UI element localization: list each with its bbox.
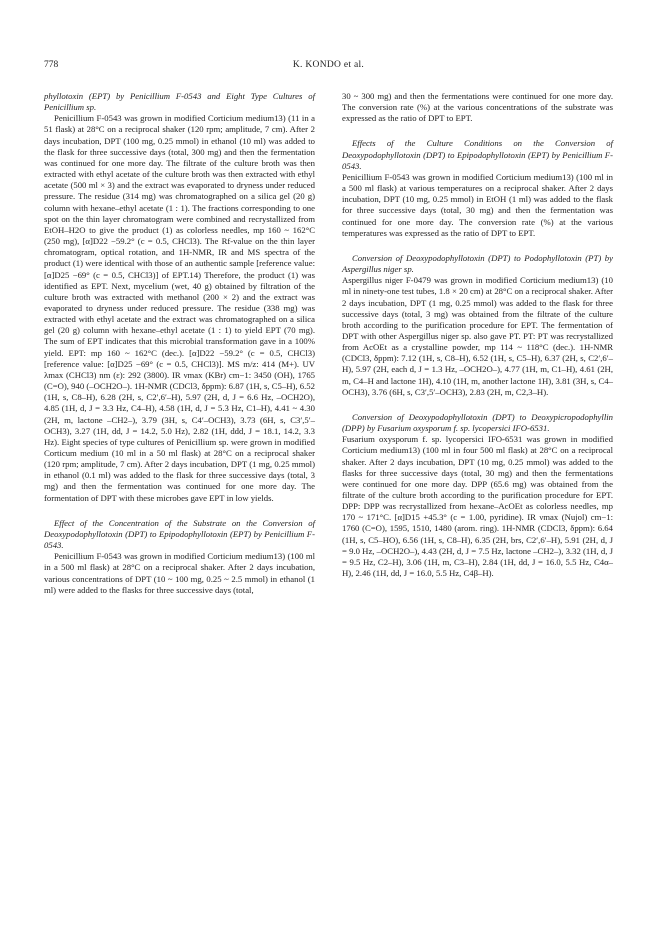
- body-paragraph: Aspergillus niger F-0479 was grown in modified Corticium medium13) (10 ml in ninety-one test tubes, 1.8 × 20 cm) at 28°C on a reciprocal shaker. After 2 days incubation, DPT (1 mg, 0.25 mmol) was added to the flask for three successive days (total, 3 mg) was obtained from the filtrate of the culture broth according to the purification procedure for EPT. The fermentation of DPT with other Aspergillus niger sp. also gave PT. PT: PT was recrystallized from AcOEt as a crystalline powder, mp 114 ~ 118°C (dec.). 1H-NMR (CDCl3, δppm): 7.12 (1H, s, C8–H), 6.52 (1H, s, C5–H), 6.37 (2H, s, C2′,6′–H), 5.97 (2H, each d, J = 1.3 Hz, –OCH2O–), 4.77 (1H, m, C1–H), 4.61 (2H, m, C4–H and lactone 1H), 4.10 (1H, m, another lactone 1H), 3.81 (3H, s, C4–OCH3), 3.76 (6H, s, C3′,5′–OCH3), 2.83 (2H, m, C2,3–H).: [342, 275, 613, 397]
- body-paragraph: Penicillium F-0543 was grown in modified Corticium medium13) (11 in a 51 flask) at 28°C on a reciprocal shaker (120 rpm; amplitude, 7 cm). After 2 days incubation, DPT (100 mg, 0.25 mmol) in ethanol (10 ml) was added to the flask for three successive days (total, 300 mg) and then the fermentation was continued for one more day. The filtrate of the culture broth was then extracted with ethyl acetate of the culture broth was then extracted with ethyl acetate (500 ml × 3) and the extract was evaporated to dryness under reduced pressure. The residue (314 mg) was chromatographed on a silica gel (20 g) column with hexane–ethyl acetate (1 : 1). The fractions corresponding to one spot on the thin layer chromatogram were combined and recrystallized from EtOH–H2O to give the product (1) as colorless needles, mp 160 ~ 162°C (250 mg), [α]D22 −59.2° (c = 0.5, CHCl3). The Rf-value on the thin layer chromatogram, optical rotation, and 1H-NMR, IR and MS spectra of the product (1) were identical with those of an authentic sample [reference value: [α]D25 −69° (c = 0.5, CHCl3)] of EPT.14) Therefore, the product (1) was identified as EPT. Next, mycelium (wet, 40 g) obtained by filtration of the culture broth was extracted with methanol (200 × 2) and the extract was evaporated to dryness under reduced pressure. The residue (338 mg) was extracted with ethyl acetate and the extract was chromatographed on a silica gel (20 g) column with hexane–ethyl acetate (1 : 1) to yield EPT (70 mg). The sum of EPT indicates that this microbial transformation gave in a 100% yield. EPT: mp 160 ~ 162°C (dec.). [α]D22 −59.2° (c = 0.5, CHCl3) [reference value: [α]D25 −69° (c = 0.5, CHCl3)]. MS m/z: 414 (M+). UV λmax (CHCl3) nm (ε): 292 (3800). IR νmax (KBr) cm−1: 3450 (OH), 1765 (C=O), 940 (–OCH2O–). 1H-NMR (CDCl3, δppm): 6.87 (1H, s, C5–H), 6.52 (1H, s, C8–H), 6.28 (2H, s, C2′,6′–H), 5.97 (2H, d, J = 6.6 Hz, –OCH2O), 4.85 (1H, d, J = 3.3 Hz, C4–H), 4.58 (1H, d, J = 5.3 Hz, C1–H), 4.41 ~ 4.30 (2H, m, lactone –CH2–), 3.79 (3H, s, C4′–OCH3), 3.73 (6H, s, C3′,5′–OCH3), 3.27 (1H, dd, J = 14.2, 5.0 Hz), 2.82 (1H, ddd, J = 18.1, 14.2, 3.3 Hz). Eight species of type cultures of Penicillium sp. were grown in modified Corticum medium (10 ml in a 50 ml flask) at 28°C on a reciprocal shaker (120 rpm; amplitude, 7 cm). After 2 days incubation, DPT (1 mg, 0.25 mmol) in ethanol (0.1 ml) was added to the flask for three successive days (total, 3 mg) and then the fermentation was continued for one more day. The formentation of DPT with these microbes gave EPT in low yields.: [44, 113, 315, 503]
- page-header: [44, 60, 613, 74]
- left-column: [44, 91, 315, 596]
- paragraph-gap: [342, 124, 613, 138]
- body-paragraph: Fusarium oxysporum f. sp. lycopersici IFO-6531 was grown in modified Corticium medium13) (100 ml in four 500 ml flask) at 28°C on a reciprocal shaker. After 2 days incubation, DPT (10 mg, 0.25 mmol) was added to the flasks for three successive days (total, 30 mg) and then the fermentations were continued for one more day. DPP (65.6 mg) was obtained from the filtrate of the culture broth according to the purification procedure for EPT. DPP: DPP was recrystallized from hexane–AcOEt as colorless needles, mp 170 ~ 171°C. [α]D15 +45.3° (c = 1.00, pyridine). IR νmax (Nujol) cm−1: 1760 (C=O), 1595, 1510, 1480 (arom. ring). 1H-NMR (CDCl3, δppm): 6.64 (1H, s, C5–HO), 6.56 (1H, s, C8–H), 6.35 (2H, brs, C2′,6′–H), 5.91 (2H, d, J = 9.0 Hz, –OCH2O–), 4.43 (2H, d, J = 7.5 Hz, lactone –CH2–), 3.32 (1H, d, J = 9.5 Hz, C2–H), 3.06 (1H, m, C3–H), 2.84 (1H, dd, J = 16.0, 5.5 Hz, C4α–H), 2.46 (1H, dd, J = 16.0, 5.5 Hz, C4β–H).: [342, 434, 613, 579]
- paragraph-gap: [342, 239, 613, 253]
- body-paragraph: Penicillium F-0543 was grown in modified Corticium medium13) (100 ml in a 500 ml flask) at 28°C on a reciprocal shaker. After 2 days incubation, various concentrations of DPT (10 ~ 100 mg, 0.25 ~ 2.5 mmol) in ethanol (1 ml) were added to the flasks for three successive days (total,: [44, 551, 315, 595]
- body-paragraph: 30 ~ 300 mg) and then the fermentations were continued for one more day. The conversion rate (%) at the various concentrations of the substrate was expressed as the ratio of DPT to EPT.: [342, 91, 613, 124]
- section-title: Conversion of Deoxypodophyllotoxin (DPT) to Podophyllotoxin (PT) by Aspergillus niger sp.: [342, 252, 613, 275]
- body-paragraph: Penicillium F-0543 was grown in modified Corticium medium13) (100 ml in a 500 ml flask) at various temperatures on a reciprocal shaker. After 2 days incubation, DPT (10 mg, 0.25 mmol) in EtOH (1 ml) was added to the flask for three successive days (total, 30 mg) and then the fermentation was continued for one more day. The conversion rate (%) at the various temperatures was expressed as the ratio of DPT to EPT.: [342, 171, 613, 238]
- section-title: Conversion of Deoxypodophyllotoxin (DPT) to Deoxypicropodophyllin (DPP) by Fusarium oxysporum f. sp. lycopersici IFO-6531.: [342, 411, 613, 434]
- running-head: K. KONDO et al.: [292, 60, 365, 70]
- page-number: 778: [44, 60, 59, 70]
- paragraph-gap: [342, 398, 613, 412]
- section-title: Effect of the Concentration of the Substrate on the Conversion of Deoxypodophyllotoxin (DPT) to Epipodophyllotoxin (EPT) by Penicillium F-0543.: [44, 517, 315, 551]
- section-title: phyllotoxin (EPT) by Penicillium F-0543 and Eight Type Cultures of Penicillium sp.: [44, 91, 315, 113]
- right-column: [342, 91, 613, 579]
- section-title: Effects of the Culture Conditions on the Conversion of Deoxypodophyllotoxin (DPT) to Epipodophyllotoxin (EPT) by Penicillium F-0543.: [342, 138, 613, 171]
- paragraph-gap: [44, 504, 315, 518]
